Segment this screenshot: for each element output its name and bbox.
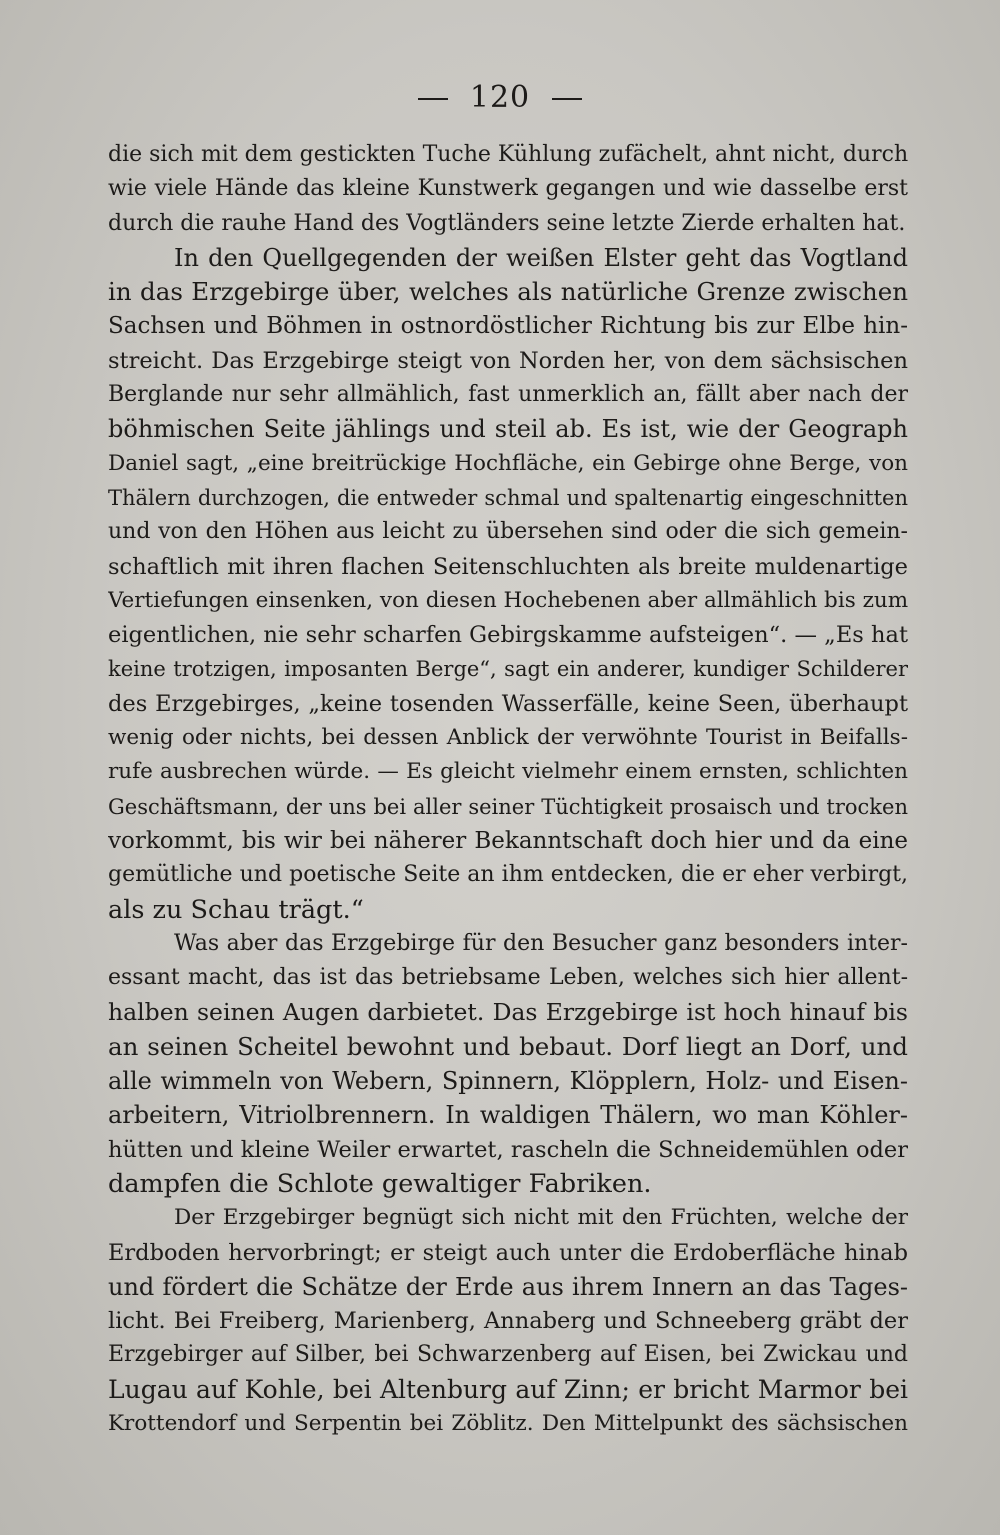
text-line: wie viele Hände das kleine Kunstwerk gegangen und wie dasselbe erst: [108, 176, 908, 202]
text-line: Was aber das Erzgebirge für den Besucher ganz besonders inter-: [174, 930, 908, 956]
text-line: böhmischen Seite jählings und steil ab. Es ist, wie der Geograph: [108, 415, 908, 444]
text-line: Thälern durchzogen, die entweder schmal und spaltenartig eingeschnitten: [108, 485, 908, 510]
text-line: dampfen die Schlote gewaltiger Fabriken.: [108, 1168, 652, 1199]
header-dash-right: [552, 98, 582, 100]
text-line: keine trotzigen, imposanten Berge“, sagt ein anderer, kundiger Schilderer: [108, 657, 908, 682]
body-text: [108, 138, 908, 1441]
text-line: vorkommt, bis wir bei näherer Bekanntschaft doch hier und da eine: [108, 827, 908, 854]
text-line: halben seinen Augen darbietet. Das Erzgebirge ist hoch hinauf bis: [108, 998, 908, 1027]
text-line: essant macht, das ist das betriebsame Leben, welches sich hier allent-: [108, 965, 908, 991]
text-line: Lugau auf Kohle, bei Altenburg auf Zinn; er bricht Marmor bei: [108, 1374, 908, 1404]
text-line: und von den Höhen aus leicht zu übersehen sind oder die sich gemein-: [108, 519, 908, 545]
text-line: licht. Bei Freiberg, Marienberg, Annaberg und Schneeberg gräbt der: [108, 1308, 908, 1335]
text-line: In den Quellgegenden der weißen Elster geht das Vogtland: [174, 243, 908, 272]
page-number: 120: [469, 80, 531, 115]
text-line: alle wimmeln von Webern, Spinnern, Klöpplern, Holz- und Eisen-: [108, 1067, 908, 1096]
text-line: Berglande nur sehr allmählich, fast unmerklich an, fällt aber nach der: [108, 382, 908, 408]
text-line: arbeitern, Vitriolbrennern. In waldigen Thälern, wo man Köhler-: [108, 1101, 908, 1130]
text-line: Erzgebirger auf Silber, bei Schwarzenberg auf Eisen, bei Zwickau und: [108, 1342, 908, 1368]
text-line: Daniel sagt, „eine breitrückige Hochfläche, ein Gebirge ohne Berge, von: [108, 450, 908, 476]
text-line: gemütliche und poetische Seite an ihm entdecken, die er eher verbirgt,: [108, 862, 908, 888]
text-line: die sich mit dem gestickten Tuche Kühlung zufächelt, ahnt nicht, durch: [108, 142, 908, 167]
text-line: Sachsen und Böhmen in ostnordöstlicher Richtung bis zur Elbe hin-: [108, 313, 908, 340]
text-line: wenig oder nichts, bei dessen Anblick der verwöhnte Tourist in Beifalls-: [108, 725, 908, 751]
text-line: und fördert die Schätze der Erde aus ihrem Innern an das Tages-: [108, 1272, 908, 1301]
text-line: als zu Schau trägt.“: [108, 894, 364, 925]
text-line: rufe ausbrechen würde. — Es gleicht vielmehr einem ernsten, schlichten: [108, 759, 908, 785]
text-line: hütten und kleine Weiler erwartet, rascheln die Schneidemühlen oder: [108, 1136, 908, 1163]
text-line: eigentlichen, nie sehr scharfen Gebirgskamme aufsteigen“. — „Es hat: [108, 622, 908, 649]
text-line: Geschäftsmann, der uns bei aller seiner Tüchtigkeit prosaisch und trocken: [108, 794, 908, 819]
text-line: Der Erzgebirger begnügt sich nicht mit den Früchten, welche der: [174, 1205, 908, 1231]
text-line: Erdboden hervorbringt; er steigt auch unter die Erdoberfläche hinab: [108, 1239, 908, 1266]
header-dash-left: [418, 98, 448, 100]
text-line: schaftlich mit ihren flachen Seitenschluchten als breite muldenartige: [108, 553, 908, 580]
text-line: an seinen Scheitel bewohnt und bebaut. Dorf liegt an Dorf, und: [108, 1031, 908, 1061]
page-header: [0, 80, 1000, 115]
text-line: des Erzgebirges, „keine tosenden Wasserfälle, keine Seen, überhaupt: [108, 690, 908, 717]
text-line: Vertiefungen einsenken, von diesen Hochebenen aber allmählich bis zum: [108, 587, 908, 613]
text-line: durch die rauhe Hand des Vogtländers seine letzte Zierde erhalten hat.: [108, 210, 906, 236]
text-line: in das Erzgebirge über, welches als natürliche Grenze zwischen: [108, 277, 908, 307]
text-line: streicht. Das Erzgebirge steigt von Norden her, von dem sächsischen: [108, 347, 908, 374]
text-line: Krottendorf und Serpentin bei Zöblitz. Den Mittelpunkt des sächsischen: [108, 1410, 908, 1436]
